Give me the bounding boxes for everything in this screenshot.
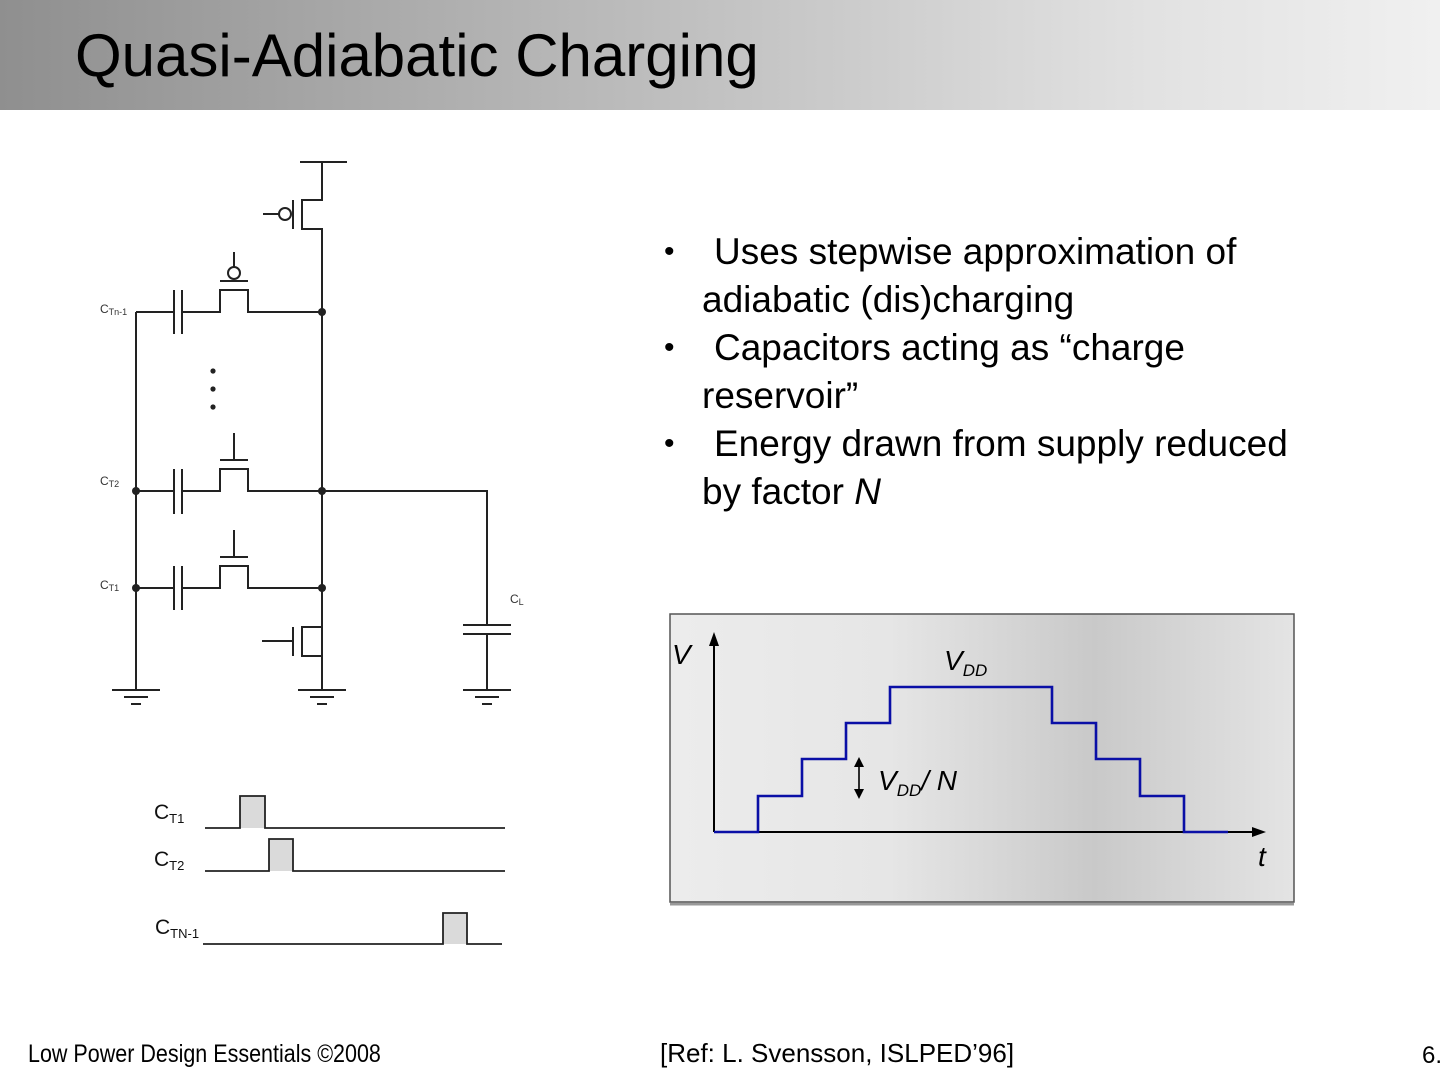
vdd-over-n-label: $V_{DD}/$ N <box>878 765 958 800</box>
timing-diagram <box>140 780 520 960</box>
bullet-item <box>664 324 1364 420</box>
junction-dots <box>132 308 326 592</box>
bullet-text-cont: by factor <box>702 471 855 512</box>
bullet-text: Uses stepwise approximation of <box>714 231 1237 272</box>
bullet-item <box>664 420 1364 516</box>
bullet-italic-n: N <box>854 471 881 512</box>
bullet-icon: • <box>664 235 675 268</box>
pulse-ct1 <box>205 796 505 828</box>
bullet-list <box>664 228 1364 516</box>
timing-label-ctn1: CTN-1 <box>155 916 200 941</box>
footer-copyright: Low Power Design Essentials ©2008 <box>28 1040 381 1068</box>
timing-label-ct1: CT1 <box>154 801 185 826</box>
bullet-icon: • <box>664 331 675 364</box>
bullet-icon: • <box>664 427 675 460</box>
timing-label-ct2: CT2 <box>154 848 185 873</box>
slide-title: Quasi-Adiabatic Charging <box>75 22 759 89</box>
bullet-text-cont: adiabatic (dis)charging <box>702 279 1075 320</box>
bullet-item <box>664 228 1364 324</box>
circuit-schematic <box>90 150 540 720</box>
vdd-label: $V_{DD}$ <box>944 645 988 680</box>
x-axis-label: t <box>1258 841 1266 872</box>
label-ctn1: CTn-1 <box>100 302 128 317</box>
label-ct1: CT1 <box>100 578 120 593</box>
page-number: 6. <box>1422 1042 1442 1069</box>
footer-reference: [Ref: L. Svensson, ISLPED’96] <box>660 1038 1015 1068</box>
bullet-text: Energy drawn from supply reduced <box>714 423 1288 464</box>
vertical-dots-icon <box>210 368 215 409</box>
pulse-ct2 <box>205 839 505 871</box>
voltage-step-graph <box>668 612 1298 908</box>
bullet-text-cont: reservoir” <box>702 375 859 416</box>
pulse-ctn1 <box>203 913 502 944</box>
label-cl: CL <box>510 592 524 607</box>
label-ct2: CT2 <box>100 474 120 489</box>
y-axis-label: V <box>672 639 691 670</box>
bullet-text: Capacitors acting as “charge <box>714 327 1185 368</box>
